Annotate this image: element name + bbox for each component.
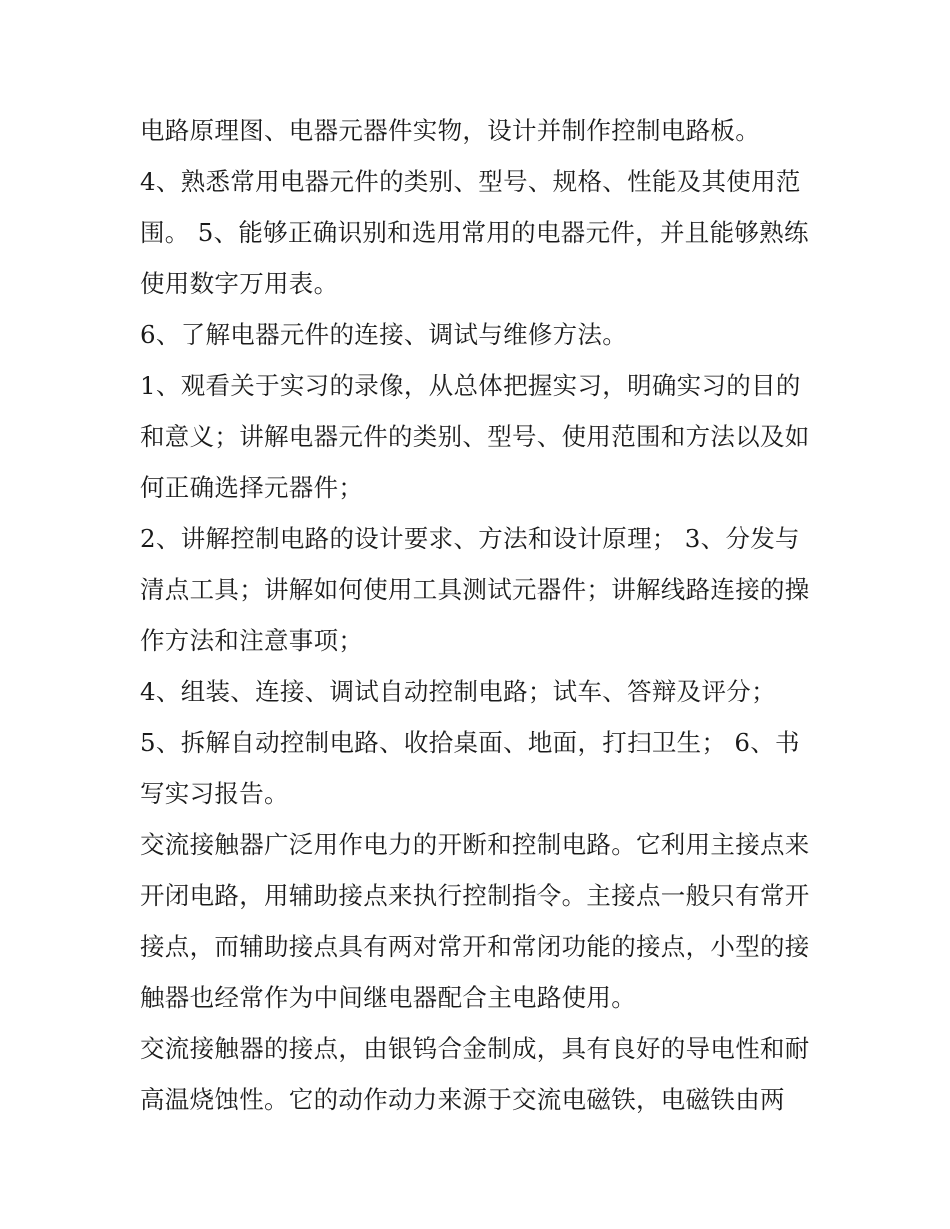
text-line: 写实习报告。 — [140, 779, 289, 808]
text-line: 电路原理图、电器元器件实物，设计并制作控制电路板。 — [140, 116, 760, 145]
text-line: 交流接触器广泛用作电力的开断和控制电路。它利用主接点来 — [140, 830, 810, 859]
text-line: 交流接触器的接点，由银钨合金制成，具有良好的导电性和耐 — [140, 1034, 810, 1063]
text-line: 6、了解电器元件的连接、调试与维修方法。 — [140, 320, 628, 349]
text-line: 接点，而辅助接点具有两对常开和常闭功能的接点，小型的接 — [140, 932, 810, 961]
text-line: 清点工具；讲解如何使用工具测试元器件；讲解线路连接的操 — [140, 575, 810, 604]
text-line: 作方法和注意事项； — [140, 626, 364, 655]
text-line: 1、观看关于实习的录像，从总体把握实习，明确实习的目的 — [140, 371, 801, 400]
text-line: 4、组装、连接、调试自动控制电路；试车、答辩及评分； — [140, 677, 776, 706]
text-line: 2、讲解控制电路的设计要求、方法和设计原理； 3、分发与 — [140, 524, 800, 553]
text-line: 5、拆解自动控制电路、收拾桌面、地面，打扫卫生； 6、书 — [140, 728, 800, 757]
document-body — [140, 105, 830, 1125]
text-line: 4、熟悉常用电器元件的类别、型号、规格、性能及其使用范 — [140, 167, 801, 196]
text-line: 开闭电路，用辅助接点来执行控制指令。主接点一般只有常开 — [140, 881, 810, 910]
text-line: 触器也经常作为中间继电器配合主电路使用。 — [140, 983, 636, 1012]
text-line: 使用数字万用表。 — [140, 269, 339, 298]
text-line: 和意义；讲解电器元件的类别、型号、使用范围和方法以及如 — [140, 422, 810, 451]
text-line: 围。 5、能够正确识别和选用常用的电器元件，并且能够熟练 — [140, 218, 809, 247]
text-line: 高温烧蚀性。它的动作动力来源于交流电磁铁，电磁铁由两 — [140, 1085, 785, 1114]
text-line: 何正确选择元器件； — [140, 473, 364, 502]
